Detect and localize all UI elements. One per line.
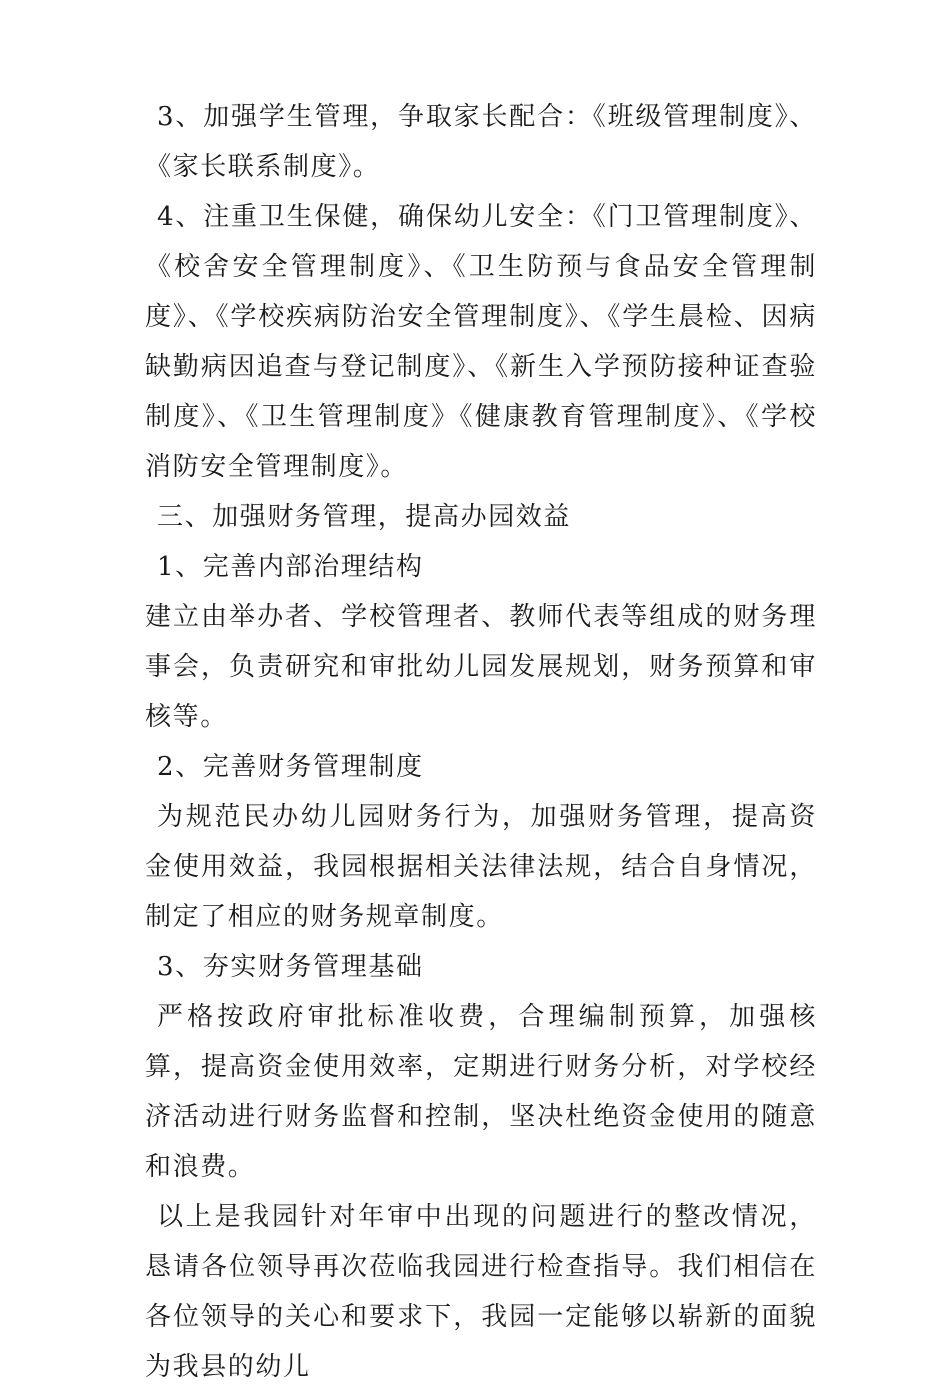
document-body — [145, 92, 817, 1392]
paragraph-health-safety: 4、注重卫生保健，确保幼儿安全：《门卫管理制度》、《校舍安全管理制度》、《卫生防预与食品安全管理制度》、《学校疾病防治安全管理制度》、《学生晨检、因病缺勤病因追查与登记制度》、《新生入学预防接种证查验制度》、《卫生管理制度》《健康教育管理制度》、《学校消防安全管理制度》。 — [145, 202, 817, 482]
subheading-governance: 1、完善内部治理结构 — [157, 552, 424, 582]
section-heading-finance: 三、加强财务管理，提高办园效益 — [157, 502, 572, 532]
paragraph-student-management: 3、加强学生管理，争取家长配合：《班级管理制度》、《家长联系制度》。 — [145, 102, 817, 182]
paragraph-governance: 建立由举办者、学校管理者、教师代表等组成的财务理事会，负责研究和审批幼儿园发展规划，财务预算和审核等。 — [145, 602, 817, 732]
subheading-finance-foundation: 3、夯实财务管理基础 — [157, 952, 424, 982]
paragraph-conclusion: 以上是我园针对年审中出现的问题进行的整改情况，恳请各位领导再次莅临我园进行检查指导。我们相信在各位领导的关心和要求下，我园一定能够以崭新的面貌为我县的幼儿 — [145, 1202, 817, 1382]
paragraph-finance-foundation: 严格按政府审批标准收费，合理编制预算，加强核算，提高资金使用效率，定期进行财务分析，对学校经济活动进行财务监督和控制，坚决杜绝资金使用的随意和浪费。 — [145, 1002, 817, 1182]
subheading-finance-system: 2、完善财务管理制度 — [157, 752, 424, 782]
paragraph-finance-system: 为规范民办幼儿园财务行为，加强财务管理，提高资金使用效益，我园根据相关法律法规，结合自身情况，制定了相应的财务规章制度。 — [145, 802, 817, 932]
